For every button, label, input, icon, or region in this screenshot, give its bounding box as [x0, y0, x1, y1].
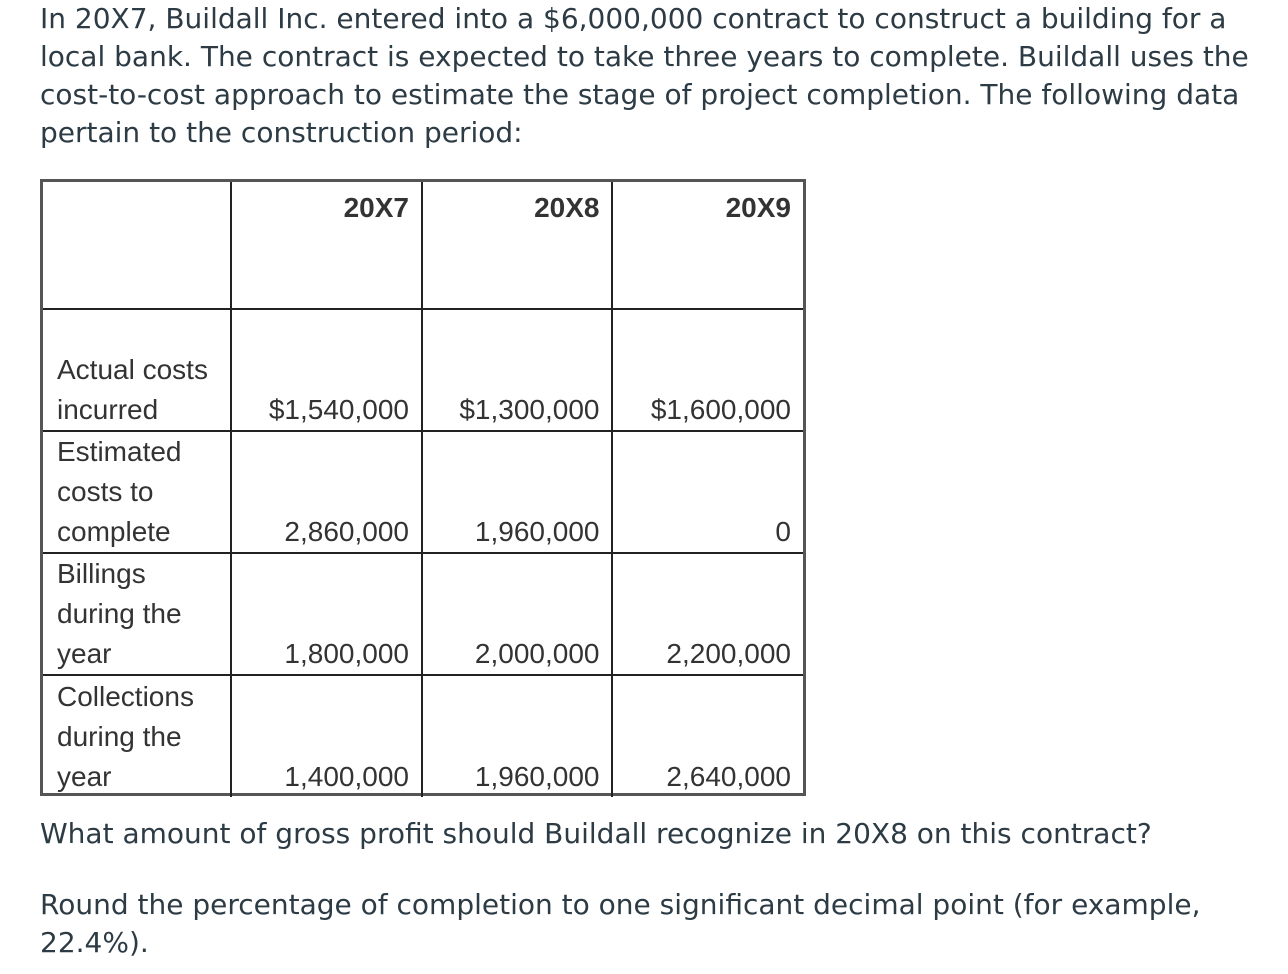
- construction-data-table: [43, 182, 803, 797]
- construction-data-table-frame: [40, 179, 806, 796]
- row-label: Billings during the year: [43, 553, 231, 675]
- question-text: What amount of gross profit should Buildall recognize in 20X8 on this contract?: [40, 817, 1152, 850]
- table-row-collections: [43, 675, 803, 797]
- table-cell: 2,640,000: [612, 675, 803, 797]
- table-cell: 1,960,000: [422, 675, 613, 797]
- table-cell: 1,960,000: [422, 431, 613, 553]
- table-row-estimated-costs: [43, 431, 803, 553]
- problem-statement: In 20X7, Buildall Inc. entered into a $6,000,000 contract to construct a building for a local bank. The contract is expected to take three years to complete. Buildall uses the cost-to-cost approach to estimate the stage of project completion. The following data pertain to the construction period:: [40, 2, 1249, 149]
- table-cell: 0: [612, 431, 803, 553]
- table-cell: 2,860,000: [231, 431, 422, 553]
- table-header-row: [43, 182, 803, 309]
- row-label: Estimated costs to complete: [43, 431, 231, 553]
- table-row-actual-costs: [43, 309, 803, 431]
- table-cell: $1,540,000: [231, 309, 422, 431]
- header-empty-cell: [43, 182, 231, 309]
- header-year-20x9: 20X9: [612, 182, 803, 309]
- table-cell: 2,200,000: [612, 553, 803, 675]
- header-year-20x7: 20X7: [231, 182, 422, 309]
- table-row-billings: [43, 553, 803, 675]
- table-cell: 2,000,000: [422, 553, 613, 675]
- table-cell: 1,400,000: [231, 675, 422, 797]
- rounding-note: Round the percentage of completion to one significant decimal point (for example, 22.4%).: [40, 888, 1201, 959]
- table-cell: $1,600,000: [612, 309, 803, 431]
- row-label: Collections during the year: [43, 675, 231, 797]
- row-label: Actual costs incurred: [43, 309, 231, 431]
- table-cell: 1,800,000: [231, 553, 422, 675]
- header-year-20x8: 20X8: [422, 182, 613, 309]
- table-cell: $1,300,000: [422, 309, 613, 431]
